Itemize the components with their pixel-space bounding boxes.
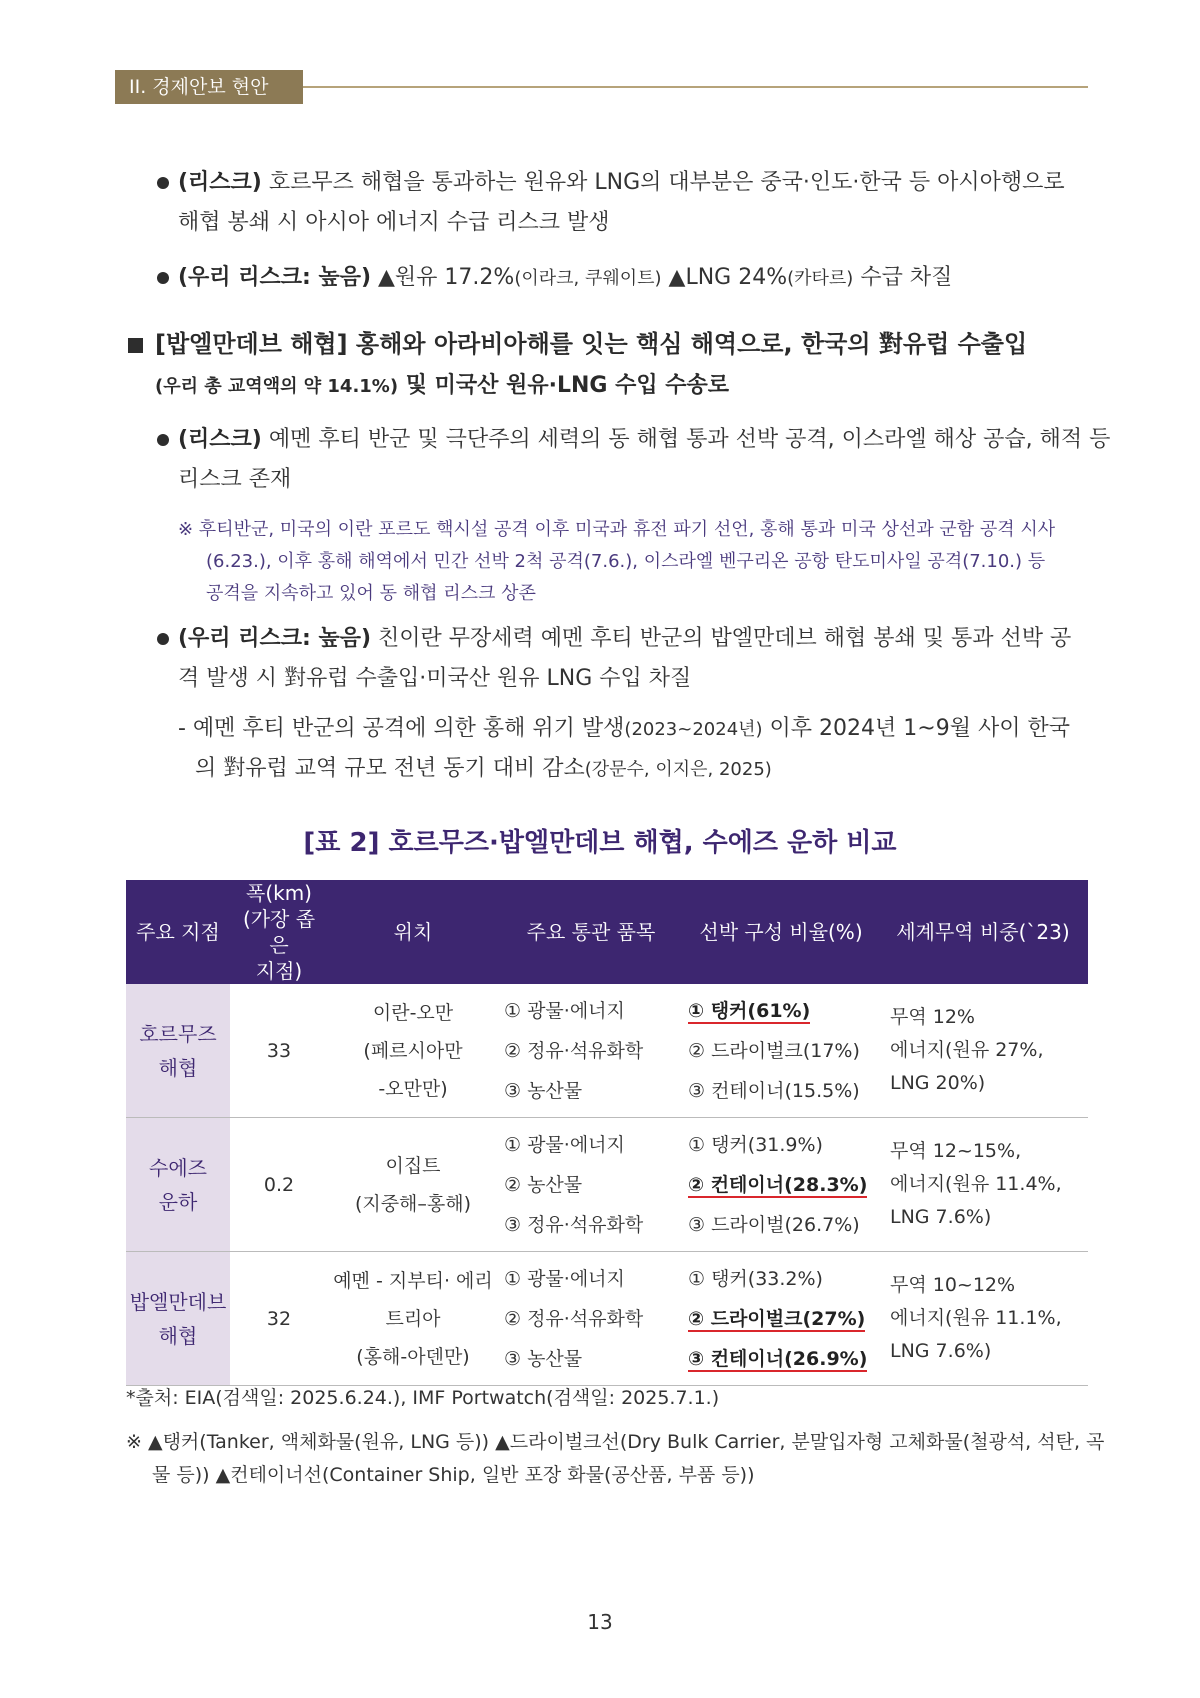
row-width: 33 — [230, 984, 328, 1118]
item-entry: ② 정유·석유화학 — [504, 1307, 644, 1330]
ship-entry: ② 드라이벌크(17%) — [688, 1039, 860, 1062]
bab-risk-line2: 리스크 존재 — [178, 467, 292, 492]
item-entry: ③ 농산물 — [504, 1079, 583, 1102]
header-ships: 선박 구성 비율(%) — [684, 880, 878, 984]
row-ships — [684, 984, 878, 1118]
header-width: 폭(km) (가장 좁은 지점) — [230, 880, 328, 984]
bab-heading-line1: [밥엘만데브 해협] 홍해와 아라비아해를 잇는 핵심 해역으로, 한국의 對유럽 수출입 — [155, 330, 1028, 358]
bab-note-line1: ※ 후티반군, 미국의 이란 포르도 핵시설 공격 이후 미국과 휴전 파기 선언, 홍해 통과 미국 상선과 군함 공격 시사 — [178, 519, 1056, 540]
bab-our-risk-line2: 격 발생 시 對유럽 수출입·미국산 원유 LNG 수입 차질 — [178, 666, 692, 691]
bab-note-line2: (6.23.), 이후 홍해 해역에서 민간 선박 2척 공격(7.6.), 이스라엘 벤구리온 공항 탄도미사일 공격(7.10.) 등 — [206, 551, 1046, 572]
ship-entry: ③ 드라이벌(26.7%) — [688, 1213, 860, 1236]
item-entry: ① 광물·에너지 — [504, 1267, 625, 1290]
ship-entry: ① 탱커(31.9%) — [688, 1133, 823, 1156]
ship-entry: ② 드라이벌크(27%) — [688, 1307, 866, 1330]
bab-risk-line1: (리스크) 예멘 후티 반군 및 극단주의 세력의 동 해협 통과 선박 공격, 이스라엘 해상 공습, 해적 등 — [178, 427, 1111, 452]
table-title: [표 2] 호르무즈·밥엘만데브 해협, 수에즈 운하 비교 — [303, 828, 897, 858]
table-row — [126, 984, 1088, 1118]
ship-entry: ① 탱커(33.2%) — [688, 1267, 823, 1290]
header-rule — [303, 86, 1088, 88]
row-ships — [684, 1252, 878, 1386]
item-entry: ① 광물·에너지 — [504, 1133, 625, 1156]
table-row — [126, 1252, 1088, 1386]
page-number: 13 — [587, 1610, 613, 1634]
row-width: 32 — [230, 1252, 328, 1386]
header-location: 주요 지점 — [126, 880, 230, 984]
row-items — [498, 984, 684, 1118]
footnote-line2: 물 등)) ▲컨테이너선(Container Ship, 일반 포장 화물(공산품, 부품 등)) — [152, 1464, 755, 1486]
item-entry: ③ 농산물 — [504, 1347, 583, 1370]
table-row — [126, 1118, 1088, 1252]
row-position: 예멘 - 지부티· 에리 트리아 (홍해-아덴만) — [328, 1252, 498, 1386]
ship-entry: ② 컨테이너(28.3%) — [688, 1173, 868, 1196]
row-items — [498, 1252, 684, 1386]
square-bullet-icon — [128, 338, 143, 353]
bullet-icon — [157, 177, 169, 189]
bab-our-risk-line1: (우리 리스크: 높음) 친이란 무장세력 예멘 후티 반군의 밥엘만데브 해협 봉쇄 및 통과 선박 공 — [178, 626, 1072, 651]
row-width: 0.2 — [230, 1118, 328, 1252]
row-share: 무역 12% 에너지(원유 27%, LNG 20%) — [878, 984, 1088, 1118]
ship-entry: ③ 컨테이너(26.9%) — [688, 1347, 868, 1370]
row-items — [498, 1118, 684, 1252]
item-entry: ② 정유·석유화학 — [504, 1039, 644, 1062]
bullet-icon — [157, 633, 169, 645]
bab-heading-line2: (우리 총 교역액의 약 14.1%) 및 미국산 원유·LNG 수입 수송로 — [155, 373, 730, 398]
header-items: 주요 통관 품목 — [498, 880, 684, 984]
bullet-icon — [157, 434, 169, 446]
item-entry: ③ 정유·석유화학 — [504, 1213, 644, 1236]
row-share: 무역 12~15%, 에너지(원유 11.4%, LNG 7.6%) — [878, 1118, 1088, 1252]
hormuz-our-risk: (우리 리스크: 높음) ▲원유 17.2%(이라크, 쿠웨이트) ▲LNG 24%(카타르) 수급 차질 — [178, 265, 953, 290]
ship-entry: ① 탱커(61%) — [688, 999, 811, 1022]
section-label: II. 경제안보 현안 — [115, 70, 303, 104]
row-location: 수에즈 운하 — [126, 1118, 230, 1252]
item-entry: ① 광물·에너지 — [504, 999, 625, 1022]
bab-note-line3: 공격을 지속하고 있어 동 해협 리스크 상존 — [206, 583, 536, 604]
hormuz-risk-line2: 해협 봉쇄 시 아시아 에너지 수급 리스크 발생 — [178, 210, 610, 235]
row-position: 이란-오만 (페르시아만 -오만만) — [328, 984, 498, 1118]
row-location: 호르무즈 해협 — [126, 984, 230, 1118]
hormuz-risk-line1: (리스크) 호르무즈 해협을 통과하는 원유와 LNG의 대부분은 중국·인도·한국 등 아시아행으로 — [178, 170, 1065, 195]
footnote-line1: ※ ▲탱커(Tanker, 액체화물(원유, LNG 등)) ▲드라이벌크선(Dry Bulk Carrier, 분말입자형 고체화물(철광석, 석탄, 곡 — [126, 1431, 1105, 1453]
header-share: 세계무역 비중(`23) — [878, 880, 1088, 984]
item-entry: ② 농산물 — [504, 1173, 583, 1196]
bullet-icon — [157, 272, 169, 284]
bab-dash-line2: 의 對유럽 교역 규모 전년 동기 대비 감소(강문수, 이지은, 2025) — [195, 756, 772, 781]
table-source: *출처: EIA(검색일: 2025.6.24.), IMF Portwatch(검색일: 2025.7.1.) — [126, 1387, 720, 1409]
row-location: 밥엘만데브 해협 — [126, 1252, 230, 1386]
table-header-row — [126, 880, 1088, 984]
bab-dash-line1: - 예멘 후티 반군의 공격에 의한 홍해 위기 발생(2023~2024년) 이후 2024년 1~9월 사이 한국 — [178, 716, 1070, 741]
header-position: 위치 — [328, 880, 498, 984]
row-ships — [684, 1118, 878, 1252]
comparison-table — [126, 880, 1088, 1386]
row-position: 이집트 (지중해–홍해) — [328, 1118, 498, 1252]
row-share: 무역 10~12% 에너지(원유 11.1%, LNG 7.6%) — [878, 1252, 1088, 1386]
ship-entry: ③ 컨테이너(15.5%) — [688, 1079, 860, 1102]
